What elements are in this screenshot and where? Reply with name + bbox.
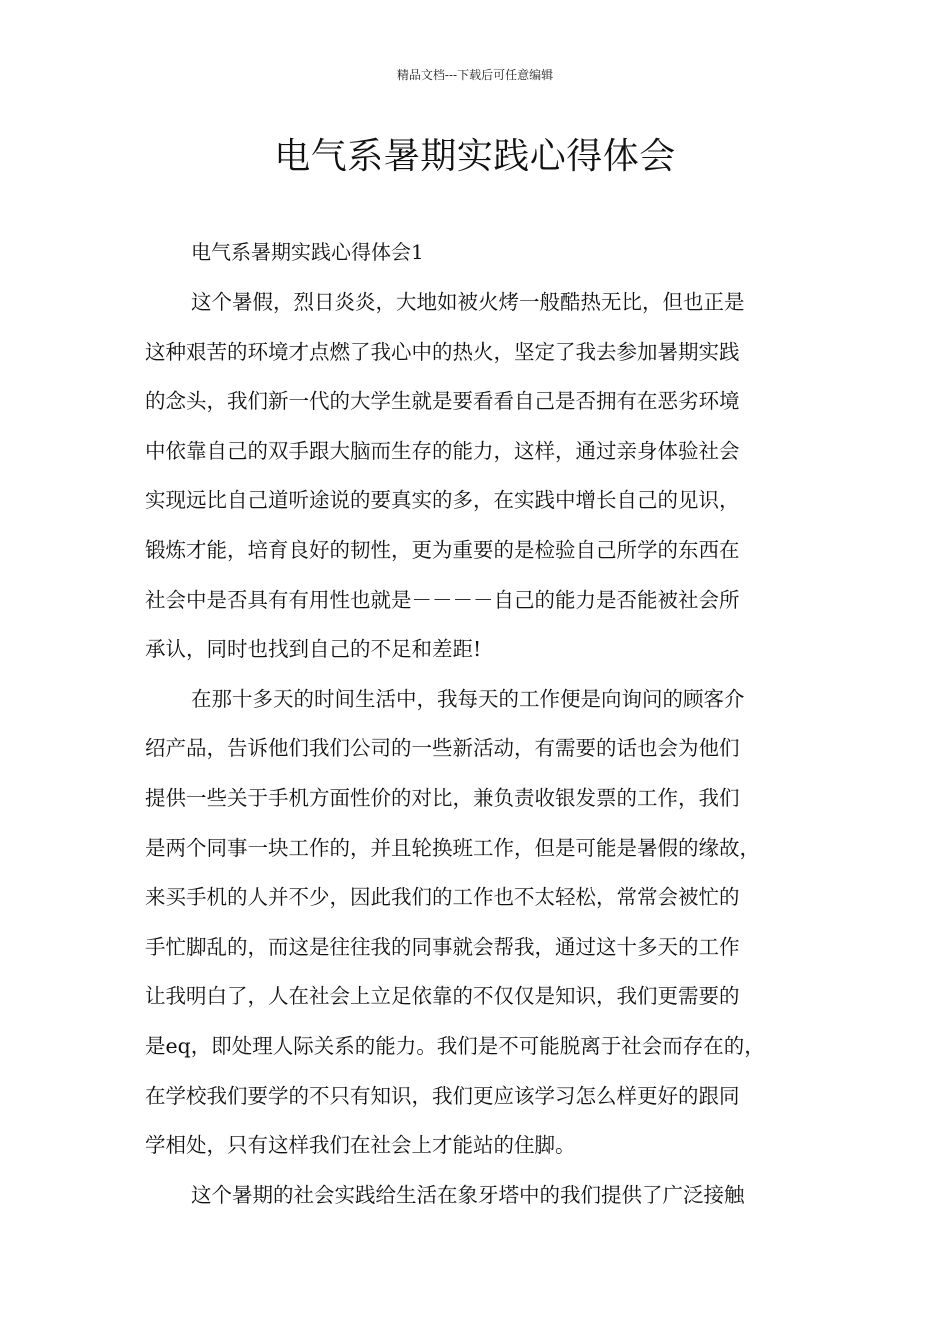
paragraph-3 (145, 1178, 807, 1228)
paragraph-1 (145, 285, 807, 682)
text-line: 让我明白了，人在社会上立足依靠的不仅仅是知识，我们更需要的 (145, 984, 740, 1009)
text-line: 学相处，只有这样我们在社会上才能站的住脚。 (145, 1133, 576, 1158)
text-line: 中依靠自己的双手跟大脑而生存的能力，这样，通过亲身体验社会 (145, 438, 740, 463)
text-line: 来买手机的人并不少，因此我们的工作也不太轻松，常常会被忙的 (145, 885, 740, 910)
text-line: 是两个同事一块工作的，并且轮换班工作，但是可能是暑假的缘故， (145, 835, 760, 860)
document-body (145, 235, 807, 1227)
text-line: 提供一些关于手机方面性价的对比，兼负责收银发票的工作，我们 (145, 785, 740, 810)
section-heading: 电气系暑期实践心得体会1 (191, 240, 424, 264)
text-line: 锻炼才能，培育良好的韧性，更为重要的是检验自己所学的东西在 (145, 537, 740, 562)
text-line: 社会中是否具有有用性也就是－－－－自己的能力是否能被社会所 (145, 587, 740, 612)
text-line: 手忙脚乱的，而这是往往我的同事就会帮我，通过这十多天的工作 (145, 934, 740, 959)
paragraph-2 (145, 682, 807, 1178)
text-line: 这个暑期的社会实践给生活在象牙塔中的我们提供了广泛接触 (191, 1182, 745, 1207)
text-line: 在那十多天的时间生活中，我每天的工作便是向询问的顾客介 (191, 686, 745, 711)
text-line: 承认，同时也找到自己的不足和差距! (145, 637, 482, 662)
text-line: 是eq，即处理人际关系的能力。我们是不可能脱离于社会而存在的， (145, 1033, 765, 1058)
text-line: 在学校我们要学的不只有知识，我们更应该学习怎么样更好的跟同 (145, 1083, 740, 1108)
document-title: 电气系暑期实践心得体会 (274, 136, 676, 177)
text-line: 绍产品，告诉他们我们公司的一些新活动，有需要的话也会为他们 (145, 736, 740, 761)
text-line: 这种艰苦的环境才点燃了我心中的热火，坚定了我去参加暑期实践 (145, 339, 740, 364)
text-line: 实现远比自己道听途说的要真实的多，在实践中增长自己的见识， (145, 488, 740, 513)
header-note: 精品文档---下载后可任意编辑 (396, 68, 554, 82)
text-line: 的念头，我们新一代的大学生就是要看看自己是否拥有在恶劣环境 (145, 389, 740, 414)
text-line: 这个暑假，烈日炎炎，大地如被火烤一般酷热无比，但也正是 (191, 290, 745, 314)
